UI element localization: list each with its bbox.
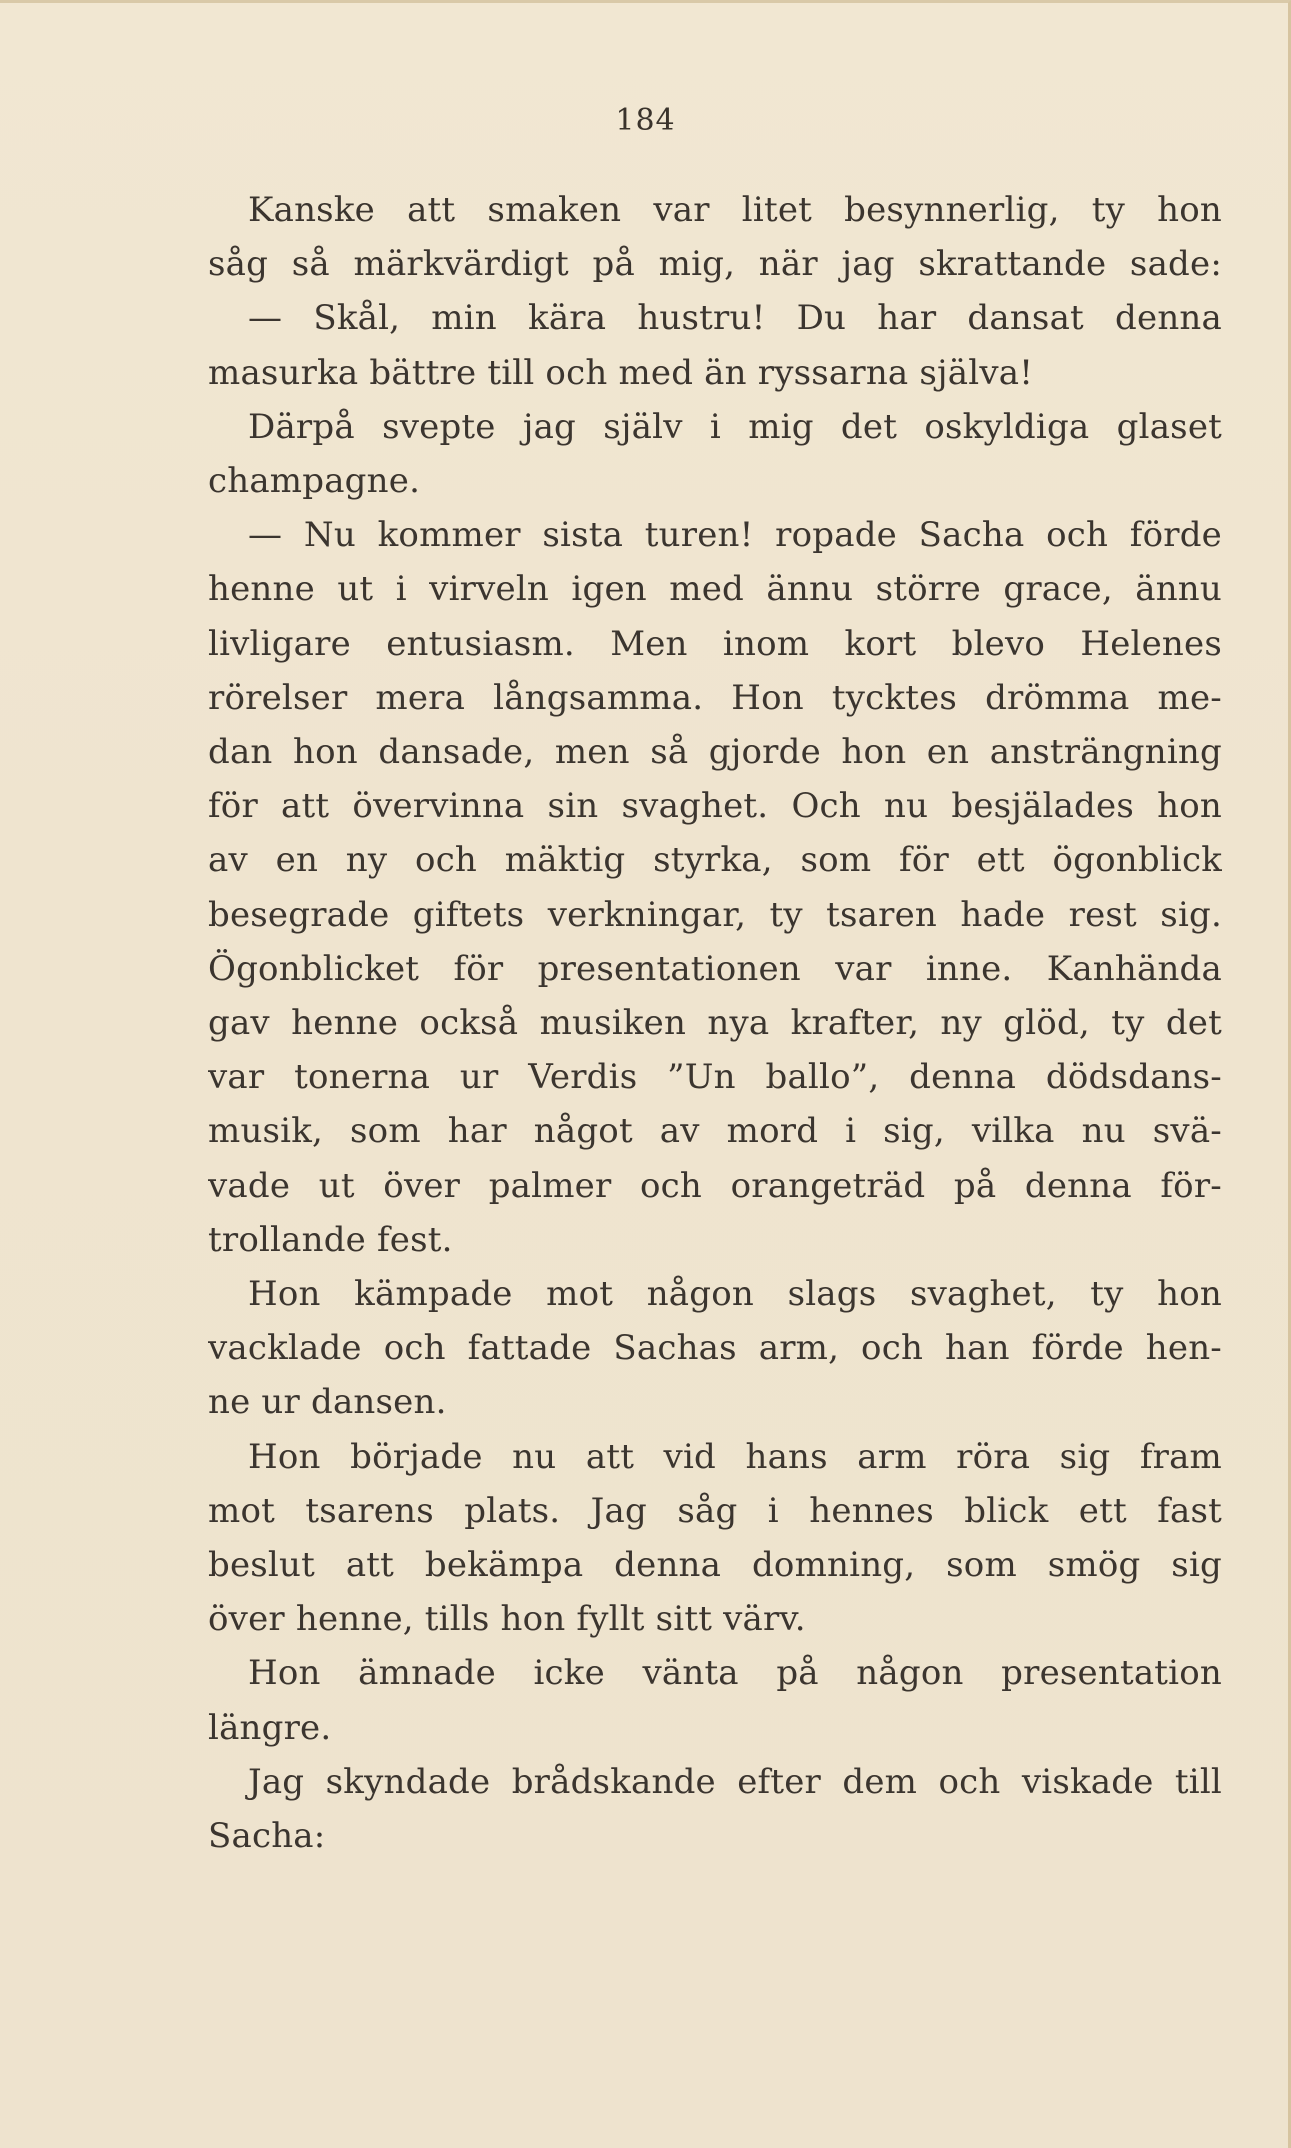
text-line: vacklade och fattade Sachas arm, och han förde hen- (208, 1328, 1222, 1369)
text-line: trollande fest. (208, 1219, 453, 1260)
text-line: Hon började nu att vid hans arm röra sig fram (248, 1436, 1222, 1477)
text-line: var tonerna ur Verdis ”Un ballo”, denna dödsdans- (208, 1057, 1222, 1098)
text-line: — Nu kommer sista turen! ropade Sacha och förde (248, 515, 1222, 556)
text-line: gav henne också musiken nya krafter, ny glöd, ty det (208, 1003, 1222, 1044)
text-line: beslut att bekämpa denna domning, som smög sig (208, 1545, 1222, 1586)
text-line: Jag skyndade brådskande efter dem och viskade till (248, 1761, 1222, 1802)
text-line: Därpå svepte jag själv i mig det oskyldiga glaset (248, 406, 1222, 447)
text-line: champagne. (208, 461, 421, 502)
text-line: Sacha: (208, 1816, 326, 1857)
text-line: rörelser mera långsamma. Hon tycktes drömma me- (208, 677, 1222, 718)
body-text (208, 183, 1222, 1863)
text-line: Ögonblicket för presentationen var inne. Kanhända (208, 948, 1222, 989)
text-line: av en ny och mäktig styrka, som för ett ögonblick (208, 840, 1222, 881)
text-line: — Skål, min kära hustru! Du har dansat denna (248, 298, 1222, 339)
text-line: besegrade giftets verkningar, ty tsaren hade rest sig. (208, 894, 1222, 935)
text-line: dan hon dansade, men så gjorde hon en ansträngning (208, 732, 1222, 773)
text-line: för att övervinna sin svaghet. Och nu besjälades hon (208, 786, 1222, 827)
text-line: livligare entusiasm. Men inom kort blevo Helenes (208, 623, 1222, 664)
text-line: ne ur dansen. (208, 1382, 447, 1423)
text-line: såg så märkvärdigt på mig, när jag skrattande sade: (208, 244, 1222, 285)
text-line: Hon ämnade icke vänta på någon presentation (248, 1653, 1222, 1694)
text-line: längre. (208, 1707, 332, 1748)
text-line: masurka bättre till och med än ryssarna själva! (208, 352, 1034, 393)
text-line: över henne, tills hon fyllt sitt värv. (208, 1599, 806, 1640)
text-line: musik, som har något av mord i sig, vilka nu svä- (208, 1111, 1222, 1152)
text-line: Kanske att smaken var litet besynnerlig, ty hon (248, 190, 1222, 230)
text-line: mot tsarens plats. Jag såg i hennes blick ett fast (208, 1490, 1222, 1531)
text-line: Hon kämpade mot någon slags svaghet, ty hon (248, 1274, 1222, 1315)
text-line: vade ut över palmer och orangeträd på denna för- (208, 1165, 1222, 1206)
text-line: henne ut i virveln igen med ännu större grace, ännu (208, 569, 1222, 610)
page-number: 184 (615, 103, 676, 138)
